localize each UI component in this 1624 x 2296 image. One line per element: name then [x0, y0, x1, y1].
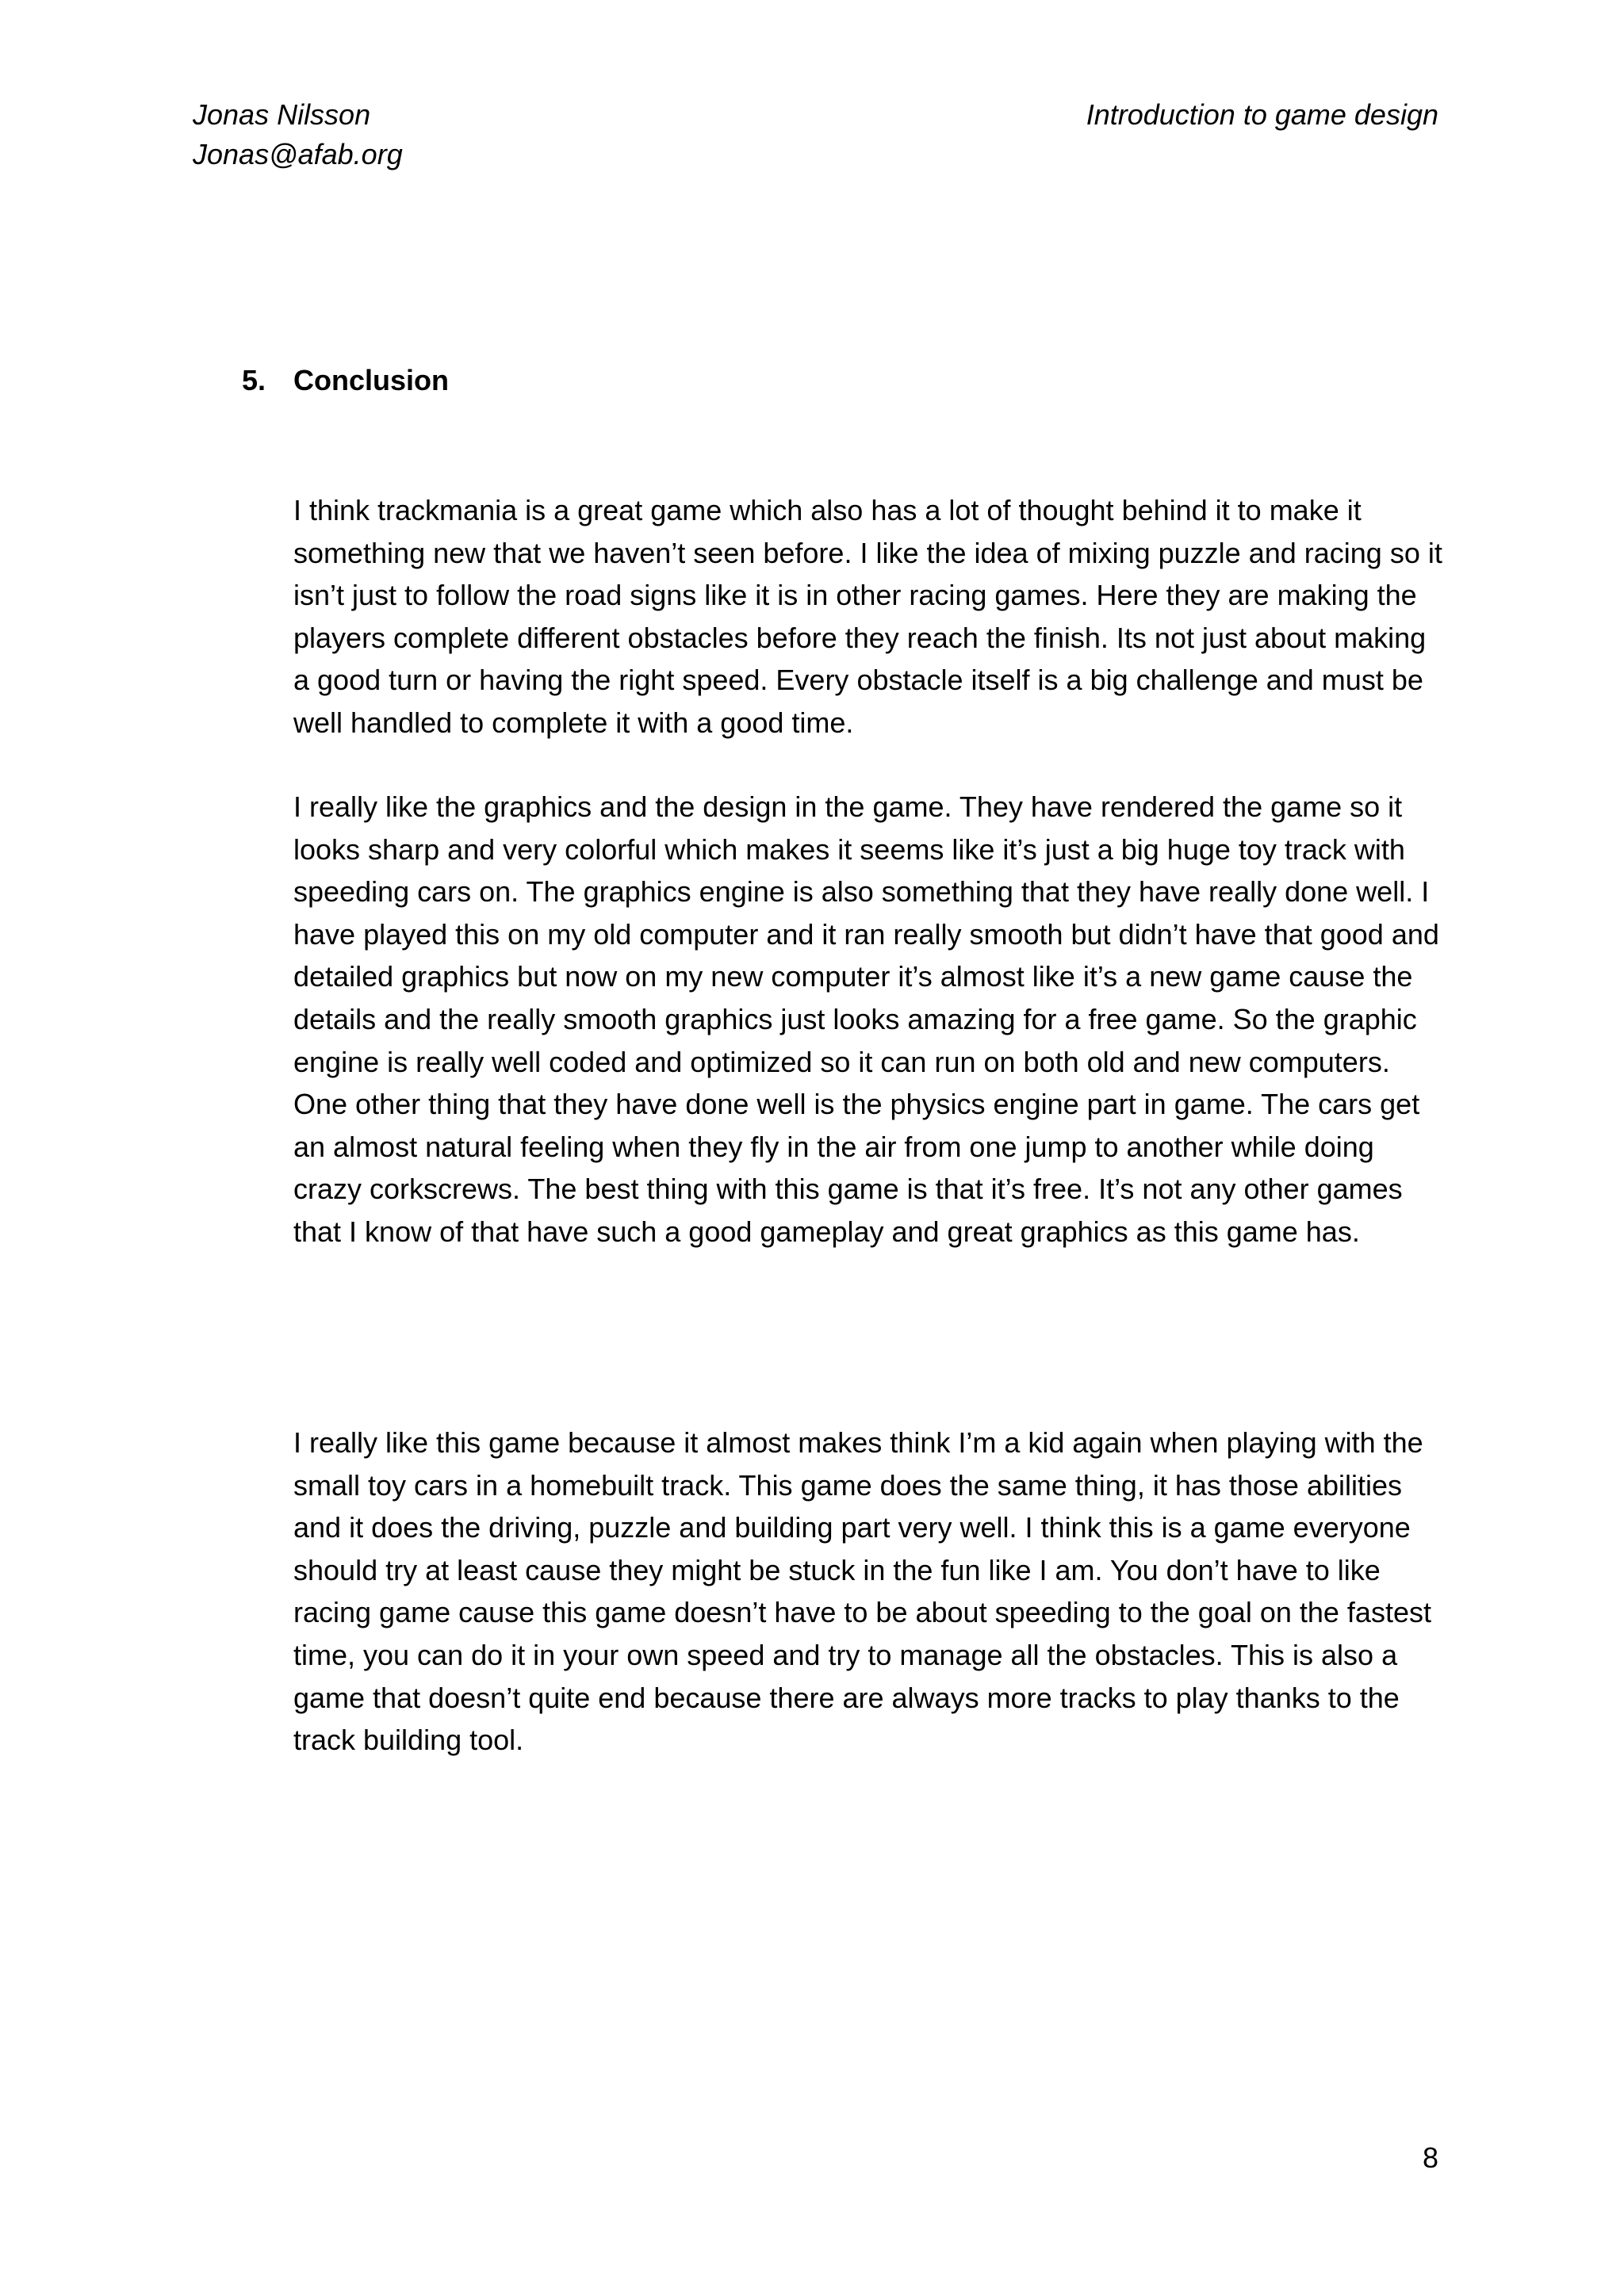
author-name: Jonas Nilsson: [193, 98, 371, 131]
author-email: Jonas@afab.org: [193, 138, 403, 170]
paragraph-1: I think trackmania is a great game which also has a lot of thought behind it to make it something new that we haven’t seen before. I like the idea of mixing puzzle and racing so it isn’t just to follow the road signs like it is in other racing games. Here they are making the players complete different obstacles before they reach the finish. Its not just about making a good turn or having the right speed. Every obstacle itself is a big challenge and must be well handled to complete it with a good time.: [293, 494, 1442, 739]
section-heading: [242, 361, 449, 400]
page-number: 8: [1422, 2141, 1438, 2174]
paragraph-2: I really like the graphics and the design in the game. They have rendered the game so it looks sharp and very colorful which makes it seems like it’s just a big huge toy track with speeding cars on. The graphics engine is also something that they have really done well. I have played this on my old computer and it ran really smooth but didn’t have that good and detailed graphics but now on my new computer it’s almost like it’s a new game cause the details and the really smooth graphics just looks amazing for a free game. So the graphic engine is really well coded and optimized so it can run on both old and new computers. One other thing that they have done well is the physics engine part in game. The cars get an almost natural feeling when they fly in the air from one jump to another while doing crazy corkscrews. The best thing with this game is that it’s free. It’s not any other games that I know of that have such a good gameplay and great graphics as this game has.: [293, 790, 1439, 1248]
header-author-block: [193, 95, 403, 174]
paragraph-3: I really like this game because it almost makes think I’m a kid again when playing with the small toy cars in a homebuilt track. This game does the same thing, it has those abilities and it does the driving, puzzle and building part very well. I think this is a game everyone should try at least cause they might be stuck in the fun like I am. You don’t have to like racing game cause this game doesn’t have to be about speeding to the goal on the fastest time, you can do it in your own speed and try to manage all the obstacles. This is also a game that doesn’t quite end because there are always more tracks to play thanks to the track building tool.: [293, 1426, 1431, 1757]
course-title: Introduction to game design: [1086, 98, 1438, 131]
section-title: Conclusion: [293, 364, 449, 396]
section-number: 5.: [242, 364, 266, 396]
